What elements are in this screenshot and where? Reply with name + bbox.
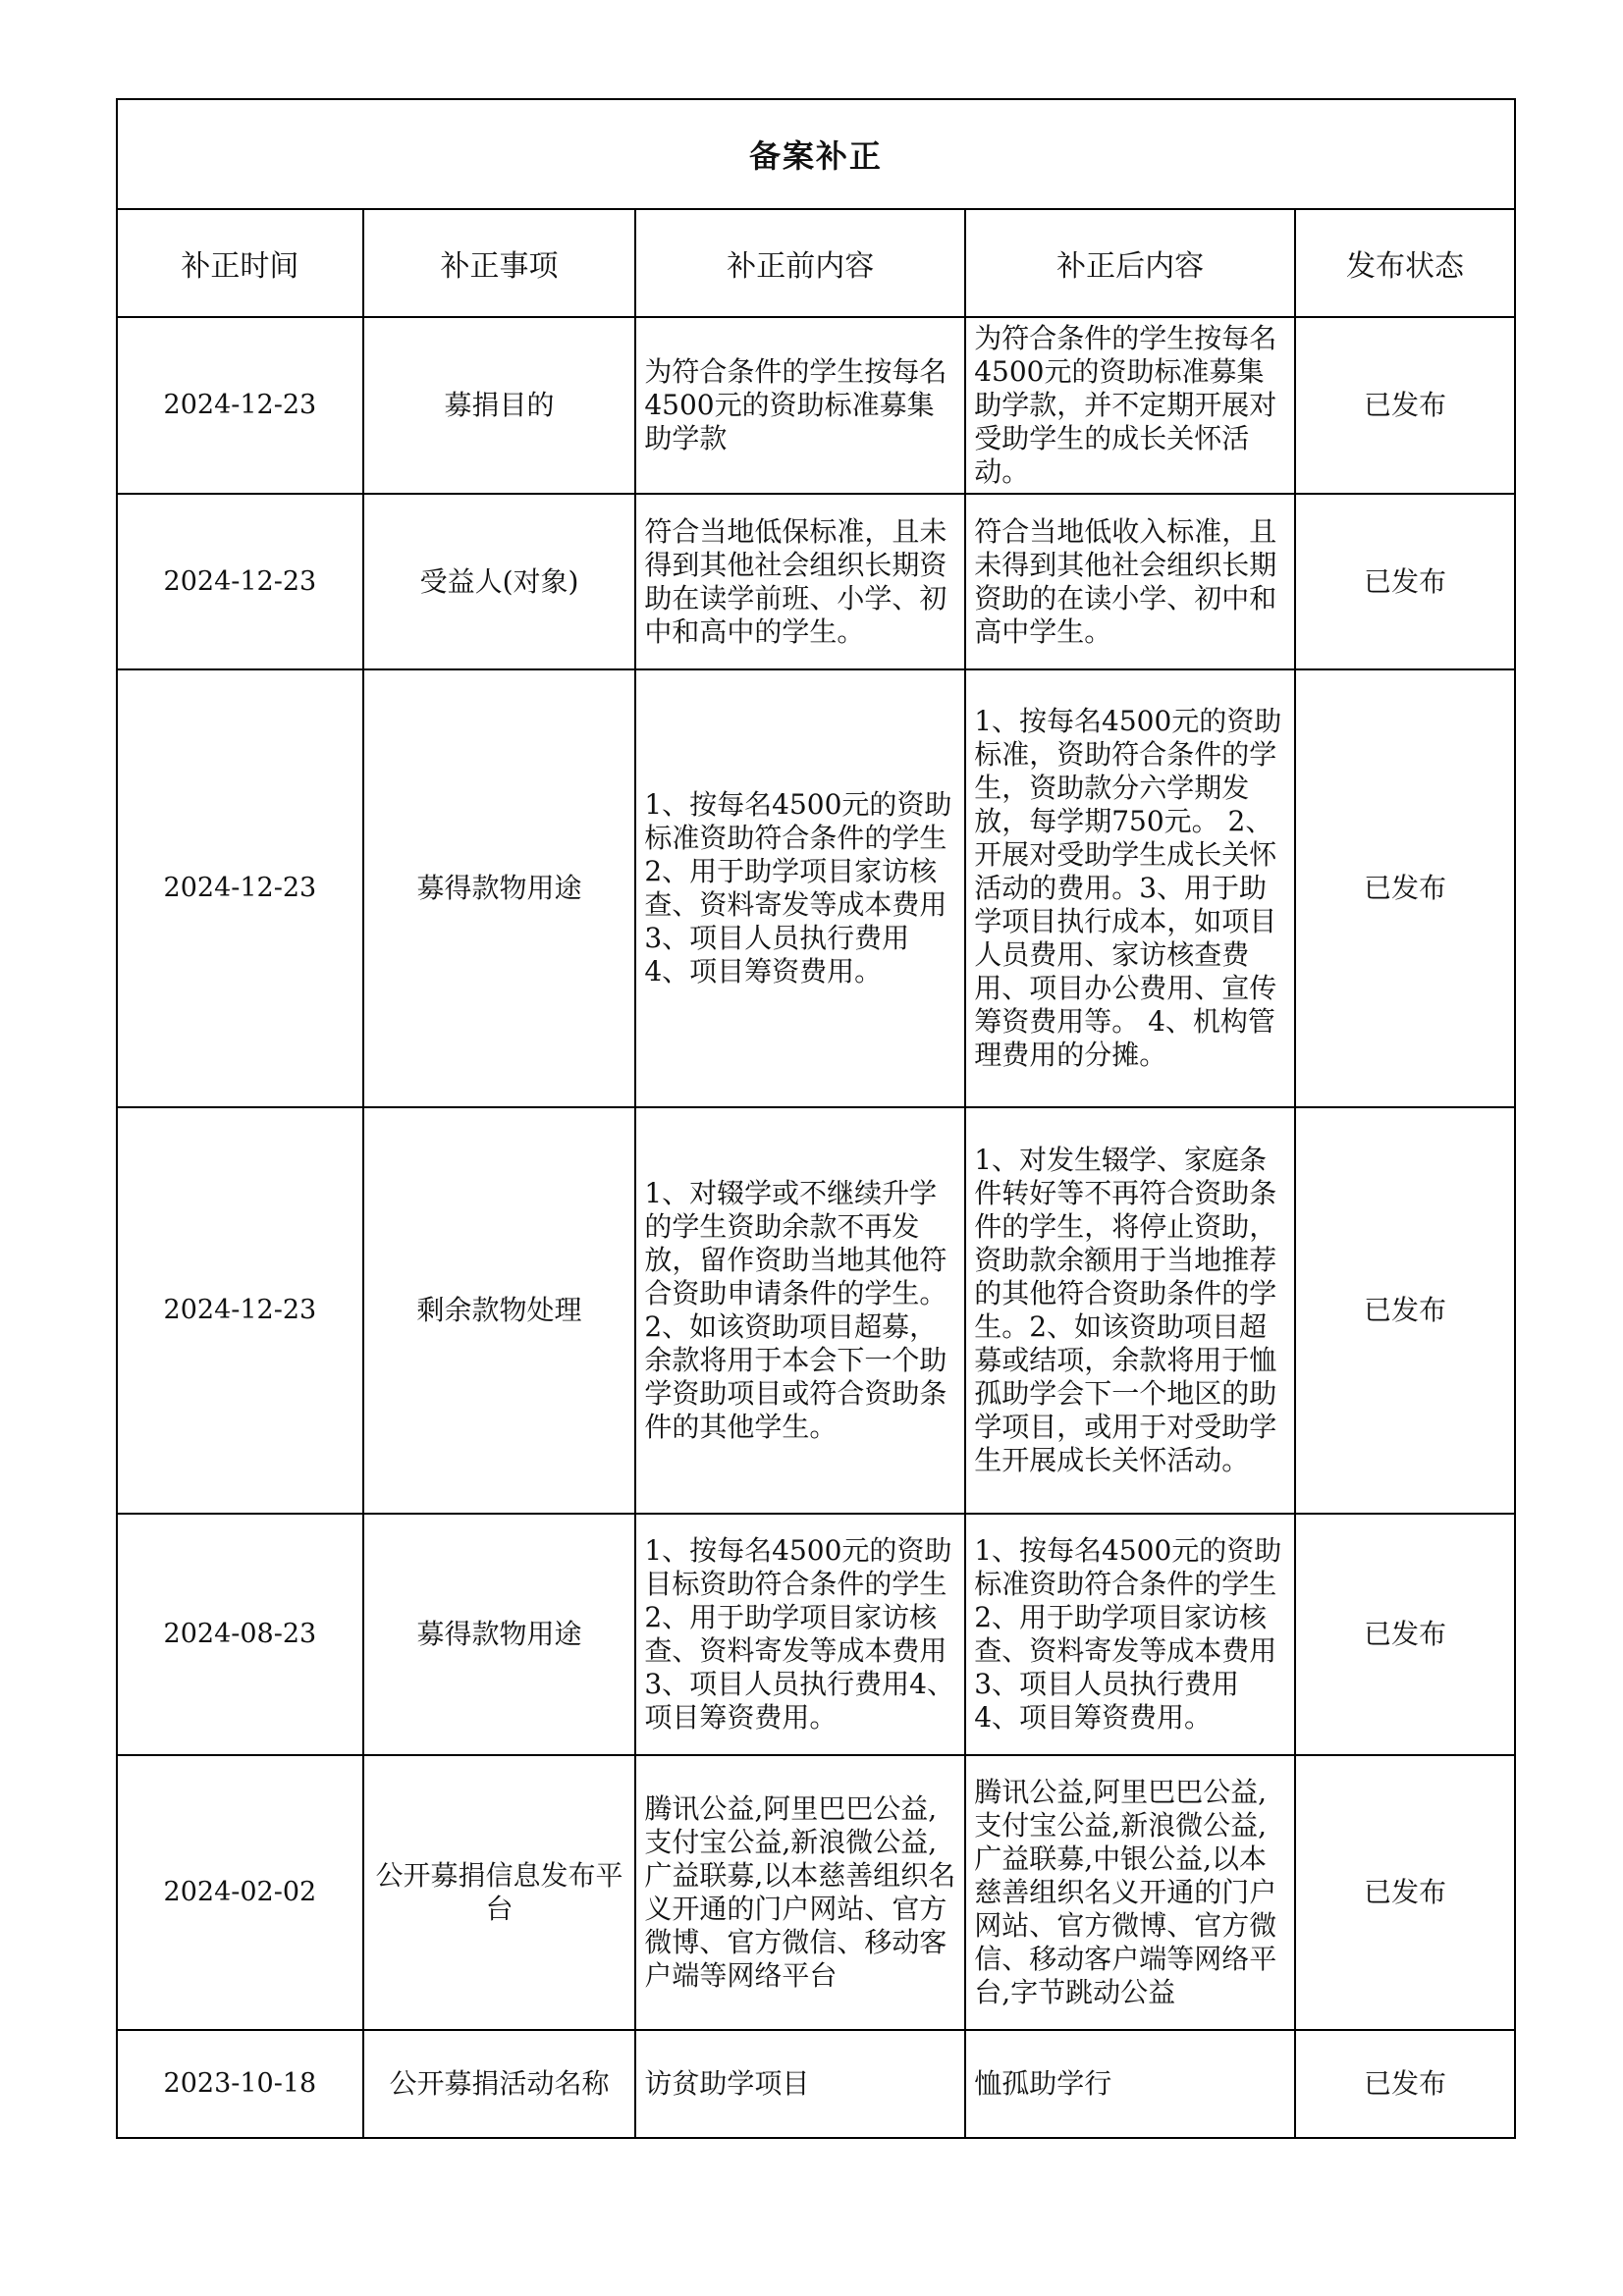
table-title: 备案补正 — [117, 99, 1515, 209]
title-row — [117, 99, 1515, 209]
cell-after: 1、按每名4500元的资助标准，资助符合条件的学生，资助款分六学期发放，每学期750元。 2、开展对受助学生成长关怀活动的费用。3、用于助学项目执行成本，如项目人员费用、家访核查费用、项目办公费用、宣传筹资费用等。 4、机构管理费用的分摊。 — [965, 669, 1295, 1107]
table-row — [117, 669, 1515, 1107]
correction-table — [116, 98, 1516, 2139]
cell-before: 1、对辍学或不继续升学的学生资助余款不再发放，留作资助当地其他符合资助申请条件的学生。2、如该资助项目超募，余款将用于本会下一个助学资助项目或符合资助条件的其他学生。 — [635, 1107, 965, 1514]
header-row — [117, 209, 1515, 317]
table-row — [117, 1514, 1515, 1755]
cell-item: 募得款物用途 — [363, 1514, 636, 1755]
cell-status: 已发布 — [1295, 1755, 1515, 2030]
table-row — [117, 494, 1515, 669]
cell-before: 1、按每名4500元的资助标准资助符合条件的学生 2、用于助学项目家访核查、资料寄发等成本费用 3、项目人员执行费用 4、项目筹资费用。 — [635, 669, 965, 1107]
cell-date: 2023-10-18 — [117, 2030, 363, 2138]
cell-status: 已发布 — [1295, 1514, 1515, 1755]
cell-after: 恤孤助学行 — [965, 2030, 1295, 2138]
table-row — [117, 1107, 1515, 1514]
document-page — [116, 98, 1516, 2139]
cell-status: 已发布 — [1295, 494, 1515, 669]
cell-after: 符合当地低收入标准，且未得到其他社会组织长期资助的在读小学、初中和高中学生。 — [965, 494, 1295, 669]
cell-item: 剩余款物处理 — [363, 1107, 636, 1514]
header-date: 补正时间 — [117, 209, 363, 317]
cell-date: 2024-02-02 — [117, 1755, 363, 2030]
cell-item: 募得款物用途 — [363, 669, 636, 1107]
cell-after: 1、对发生辍学、家庭条件转好等不再符合资助条件的学生，将停止资助，资助款余额用于当地推荐的其他符合资助条件的学生。2、如该资助项目超募或结项，余款将用于恤孤助学会下一个地区的助学项目，或用于对受助学生开展成长关怀活动。 — [965, 1107, 1295, 1514]
cell-date: 2024-12-23 — [117, 494, 363, 669]
header-after: 补正后内容 — [965, 209, 1295, 317]
cell-item: 公开募捐信息发布平台 — [363, 1755, 636, 2030]
table-row — [117, 317, 1515, 494]
cell-date: 2024-12-23 — [117, 317, 363, 494]
header-item: 补正事项 — [363, 209, 636, 317]
cell-date: 2024-12-23 — [117, 669, 363, 1107]
cell-status: 已发布 — [1295, 1107, 1515, 1514]
cell-date: 2024-08-23 — [117, 1514, 363, 1755]
header-before: 补正前内容 — [635, 209, 965, 317]
cell-before: 符合当地低保标准，且未得到其他社会组织长期资助在读学前班、小学、初中和高中的学生。 — [635, 494, 965, 669]
cell-date: 2024-12-23 — [117, 1107, 363, 1514]
cell-after: 为符合条件的学生按每名4500元的资助标准募集助学款，并不定期开展对受助学生的成长关怀活动。 — [965, 317, 1295, 494]
cell-before: 腾讯公益,阿里巴巴公益,支付宝公益,新浪微公益,广益联募,以本慈善组织名义开通的门户网站、官方微博、官方微信、移动客户端等网络平台 — [635, 1755, 965, 2030]
header-status: 发布状态 — [1295, 209, 1515, 317]
cell-after: 腾讯公益,阿里巴巴公益,支付宝公益,新浪微公益,广益联募,中银公益,以本慈善组织名义开通的门户网站、官方微博、官方微信、移动客户端等网络平台,字节跳动公益 — [965, 1755, 1295, 2030]
cell-item: 公开募捐活动名称 — [363, 2030, 636, 2138]
cell-after: 1、按每名4500元的资助标准资助符合条件的学生 2、用于助学项目家访核查、资料寄发等成本费用 3、项目人员执行费用 4、项目筹资费用。 — [965, 1514, 1295, 1755]
table-row — [117, 1755, 1515, 2030]
cell-status: 已发布 — [1295, 669, 1515, 1107]
cell-status: 已发布 — [1295, 2030, 1515, 2138]
cell-before: 1、按每名4500元的资助目标资助符合条件的学生2、用于助学项目家访核查、资料寄发等成本费用3、项目人员执行费用4、项目筹资费用。 — [635, 1514, 965, 1755]
cell-item: 募捐目的 — [363, 317, 636, 494]
cell-before: 为符合条件的学生按每名4500元的资助标准募集助学款 — [635, 317, 965, 494]
cell-item: 受益人(对象) — [363, 494, 636, 669]
table-row — [117, 2030, 1515, 2138]
cell-before: 访贫助学项目 — [635, 2030, 965, 2138]
cell-status: 已发布 — [1295, 317, 1515, 494]
